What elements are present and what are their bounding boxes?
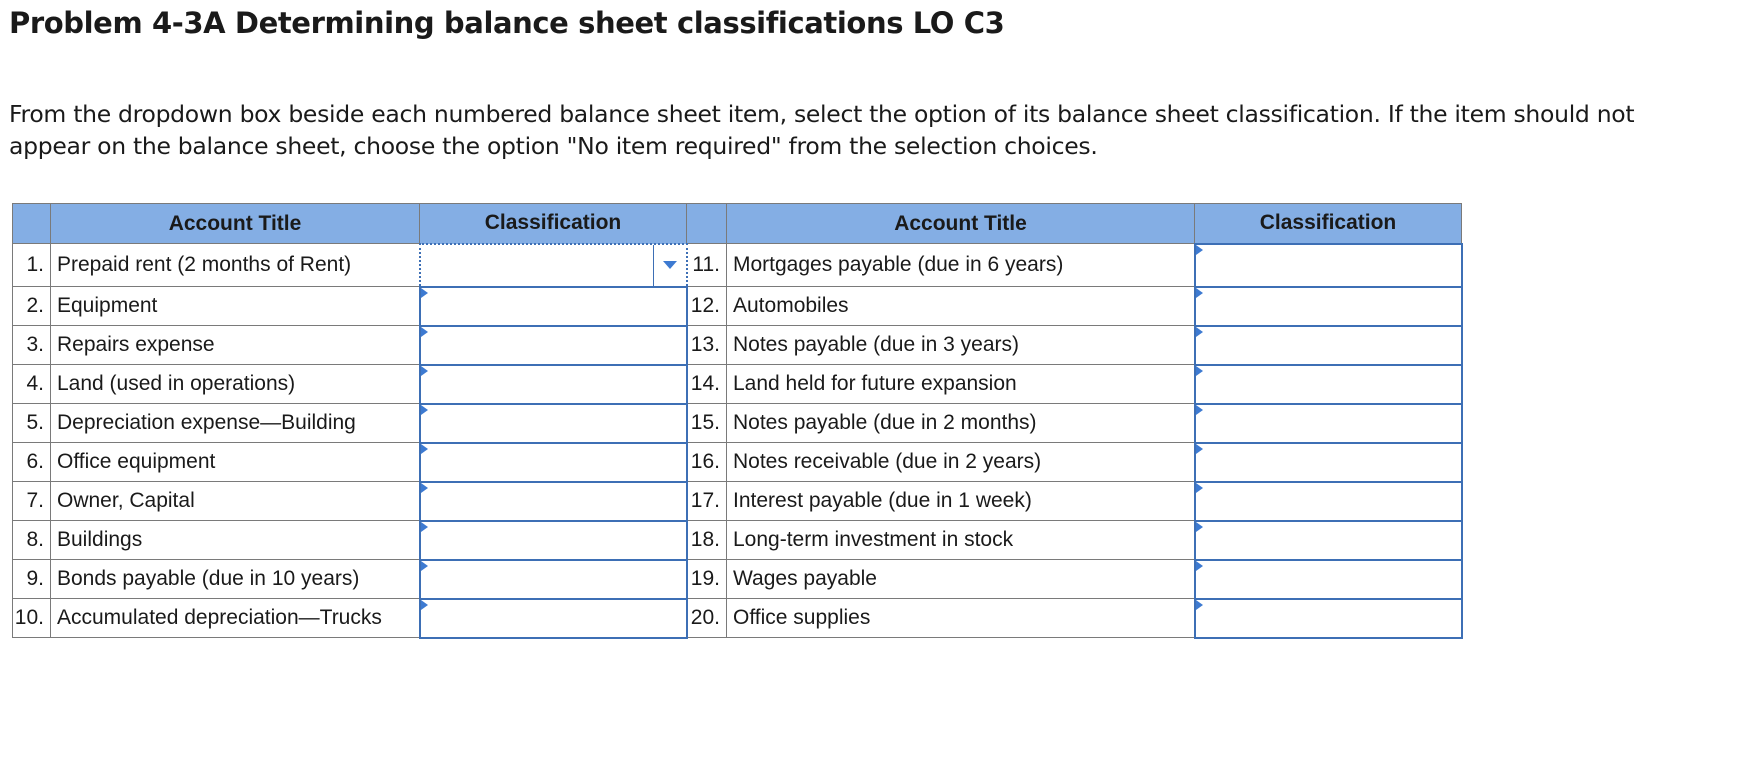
account-title: Notes payable (due in 3 years) bbox=[727, 326, 1195, 365]
account-title: Equipment bbox=[51, 287, 420, 326]
page-title: Problem 4-3A Determining balance sheet classifications LO C3 bbox=[9, 6, 1005, 40]
classification-dropdown[interactable] bbox=[420, 287, 687, 326]
dropdown-corner-icon bbox=[1196, 600, 1203, 610]
classification-dropdown[interactable] bbox=[1195, 287, 1462, 326]
number-header-left bbox=[13, 204, 51, 244]
classification-dropdown[interactable] bbox=[1195, 404, 1462, 443]
item-number: 4. bbox=[13, 365, 51, 404]
account-title: Land (used in operations) bbox=[51, 365, 420, 404]
table-row bbox=[13, 287, 1462, 326]
item-number: 8. bbox=[13, 521, 51, 560]
account-title: Long-term investment in stock bbox=[727, 521, 1195, 560]
table-row bbox=[13, 365, 1462, 404]
dropdown-corner-icon bbox=[1196, 245, 1203, 255]
dropdown-corner-icon bbox=[421, 522, 428, 532]
item-number: 15. bbox=[687, 404, 727, 443]
table-row bbox=[13, 599, 1462, 638]
classification-dropdown[interactable] bbox=[420, 482, 687, 521]
dropdown-corner-icon bbox=[1196, 327, 1203, 337]
table-row bbox=[13, 521, 1462, 560]
dropdown-corner-icon bbox=[421, 366, 428, 376]
classification-dropdown[interactable] bbox=[420, 404, 687, 443]
dropdown-corner-icon bbox=[1196, 444, 1203, 454]
item-number: 1. bbox=[13, 244, 51, 287]
account-title: Office equipment bbox=[51, 443, 420, 482]
account-title: Notes receivable (due in 2 years) bbox=[727, 443, 1195, 482]
item-number: 7. bbox=[13, 482, 51, 521]
account-title: Bonds payable (due in 10 years) bbox=[51, 560, 420, 599]
item-number: 12. bbox=[687, 287, 727, 326]
item-number: 19. bbox=[687, 560, 727, 599]
dropdown-corner-icon bbox=[1196, 366, 1203, 376]
item-number: 10. bbox=[13, 599, 51, 638]
classification-table bbox=[12, 203, 1463, 639]
table-row bbox=[13, 404, 1462, 443]
classification-dropdown[interactable] bbox=[420, 365, 687, 404]
account-title: Accumulated depreciation—Trucks bbox=[51, 599, 420, 638]
account-title: Automobiles bbox=[727, 287, 1195, 326]
item-number: 18. bbox=[687, 521, 727, 560]
item-number: 14. bbox=[687, 365, 727, 404]
account-title: Office supplies bbox=[727, 599, 1195, 638]
item-number: 5. bbox=[13, 404, 51, 443]
classification-dropdown[interactable] bbox=[1195, 365, 1462, 404]
item-number: 20. bbox=[687, 599, 727, 638]
classification-header-right: Classification bbox=[1195, 204, 1462, 244]
classification-dropdown[interactable] bbox=[1195, 482, 1462, 521]
table-row bbox=[13, 443, 1462, 482]
dropdown-corner-icon bbox=[421, 327, 428, 337]
instructions-text: From the dropdown box beside each numbered balance sheet item, select the option of its balance sheet classification. If the item should not appear on the balance sheet, choose the option "No item required" from the selection choices. bbox=[9, 100, 1635, 160]
item-number: 6. bbox=[13, 443, 51, 482]
classification-dropdown[interactable] bbox=[1195, 244, 1462, 287]
dropdown-corner-icon bbox=[1196, 405, 1203, 415]
account-title: Buildings bbox=[51, 521, 420, 560]
classification-header-left: Classification bbox=[420, 204, 687, 244]
dropdown-corner-icon bbox=[421, 288, 428, 298]
table-row bbox=[13, 482, 1462, 521]
dropdown-corner-icon bbox=[1196, 522, 1203, 532]
classification-dropdown[interactable] bbox=[1195, 560, 1462, 599]
classification-dropdown[interactable] bbox=[1195, 326, 1462, 365]
dropdown-corner-icon bbox=[421, 444, 428, 454]
dropdown-corner-icon bbox=[421, 600, 428, 610]
item-number: 3. bbox=[13, 326, 51, 365]
account-title: Owner, Capital bbox=[51, 482, 420, 521]
account-title: Depreciation expense—Building bbox=[51, 404, 420, 443]
classification-dropdown[interactable] bbox=[420, 560, 687, 599]
account-title: Notes payable (due in 2 months) bbox=[727, 404, 1195, 443]
account-title: Interest payable (due in 1 week) bbox=[727, 482, 1195, 521]
dropdown-corner-icon bbox=[1196, 288, 1203, 298]
number-header-right bbox=[687, 204, 727, 244]
dropdown-corner-icon bbox=[1196, 561, 1203, 571]
classification-dropdown[interactable] bbox=[1195, 521, 1462, 560]
item-number: 13. bbox=[687, 326, 727, 365]
item-number: 16. bbox=[687, 443, 727, 482]
dropdown-corner-icon bbox=[1196, 483, 1203, 493]
classification-dropdown[interactable] bbox=[1195, 599, 1462, 638]
classification-dropdown[interactable] bbox=[420, 326, 687, 365]
table-header-row bbox=[13, 204, 1462, 244]
classification-dropdown[interactable] bbox=[420, 443, 687, 482]
item-number: 9. bbox=[13, 560, 51, 599]
account-title-header-right: Account Title bbox=[727, 204, 1195, 244]
dropdown-corner-icon bbox=[421, 561, 428, 571]
account-title: Wages payable bbox=[727, 560, 1195, 599]
account-title-header-left: Account Title bbox=[51, 204, 420, 244]
table-row bbox=[13, 560, 1462, 599]
table-body bbox=[13, 244, 1462, 638]
classification-dropdown[interactable] bbox=[420, 521, 687, 560]
classification-dropdown[interactable] bbox=[420, 244, 687, 287]
account-title: Mortgages payable (due in 6 years) bbox=[727, 244, 1195, 287]
chevron-down-icon[interactable] bbox=[653, 245, 686, 286]
dropdown-corner-icon bbox=[421, 483, 428, 493]
item-number: 11. bbox=[687, 244, 727, 287]
dropdown-corner-icon bbox=[421, 405, 428, 415]
account-title: Repairs expense bbox=[51, 326, 420, 365]
table-row bbox=[13, 244, 1462, 287]
item-number: 2. bbox=[13, 287, 51, 326]
classification-dropdown[interactable] bbox=[1195, 443, 1462, 482]
account-title: Land held for future expansion bbox=[727, 365, 1195, 404]
table-row bbox=[13, 326, 1462, 365]
item-number: 17. bbox=[687, 482, 727, 521]
classification-dropdown[interactable] bbox=[420, 599, 687, 638]
account-title: Prepaid rent (2 months of Rent) bbox=[51, 244, 420, 287]
